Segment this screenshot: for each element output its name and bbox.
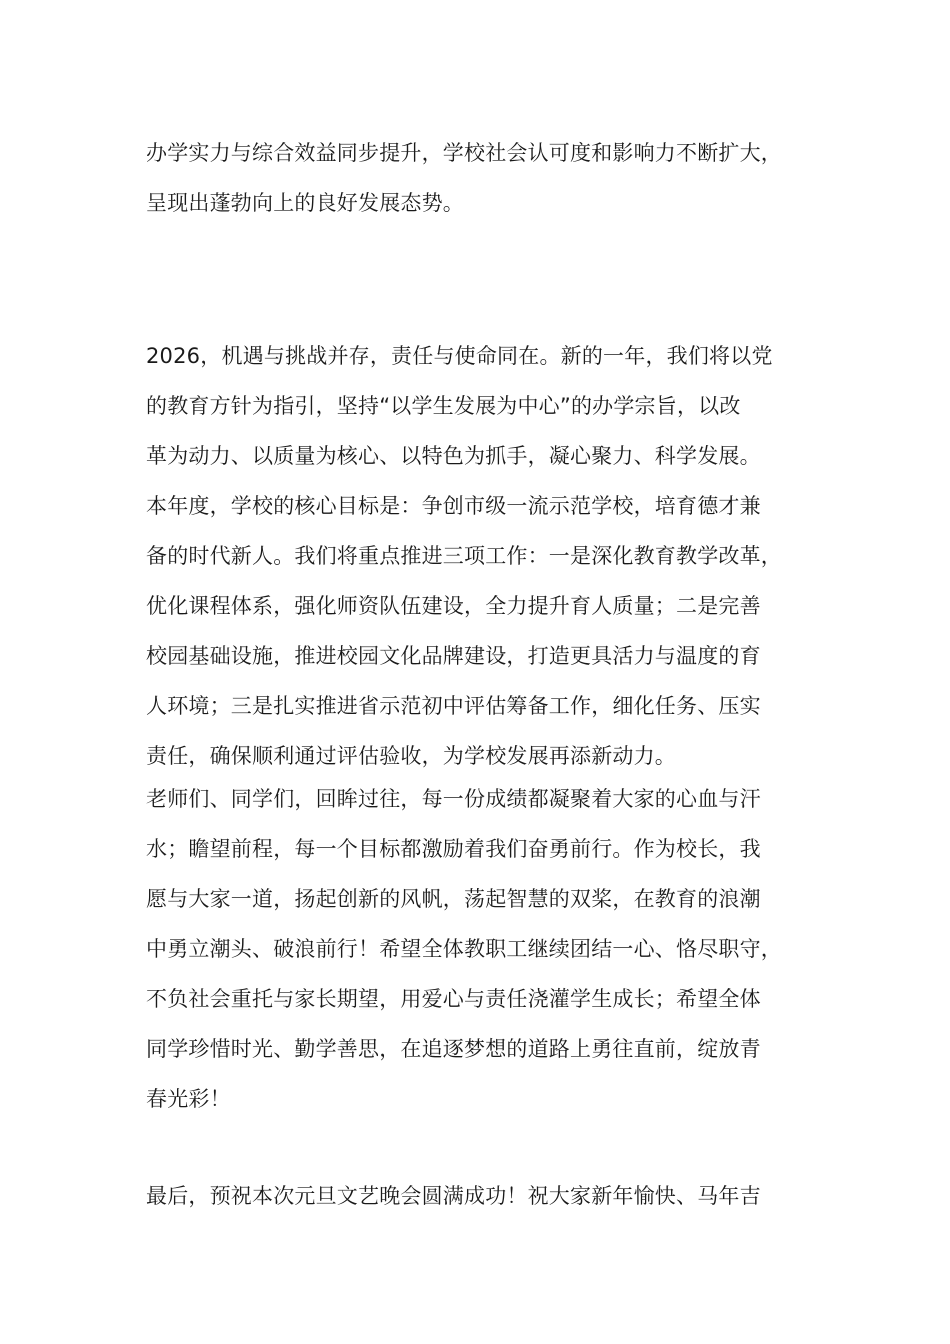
text-line: 不负社会重托与家长期望，用爱心与责任浇灌学生成长；希望全体 [146,987,761,1011]
paragraph-achievements [146,128,836,228]
text-line: 同学珍惜时光、勤学善思，在追逐梦想的道路上勇往直前，绽放青 [146,1037,761,1061]
text-line: 愿与大家一道，扬起创新的风帆，荡起智慧的双桨，在教育的浪潮 [146,887,761,911]
text-line: 水；瞻望前程，每一个目标都激励着我们奋勇前行。作为校长，我 [146,837,761,861]
text-line: 办学实力与综合效益同步提升，学校社会认可度和影响力不断扩大， [146,141,782,165]
text-line: 人环境；三是扎实推进省示范初中评估筹备工作，细化任务、压实 [146,694,761,718]
paragraph-encouragement [146,774,836,1124]
text-line: 备的时代新人。我们将重点推进三项工作：一是深化教育教学改革， [146,544,782,568]
text-line: 2026，机遇与挑战并存，责任与使命同在。新的一年，我们将以党 [146,344,773,368]
text-line: 校园基础设施，推进校园文化品牌建设，打造更具活力与温度的育 [146,644,761,668]
text-line: 中勇立潮头、破浪前行！希望全体教职工继续团结一心、恪尽职守， [146,937,782,961]
text-line: 优化课程体系，强化师资队伍建设，全力提升育人质量；二是完善 [146,594,761,618]
text-line: 责任，确保顺利通过评估验收，为学校发展再添新动力。 [146,744,676,768]
text-line: 的教育方针为指引，坚持“以学生发展为中心”的办学宗旨，以改 [146,394,741,418]
text-line: 本年度，学校的核心目标是：争创市级一流示范学校，培育德才兼 [146,494,761,518]
paragraph-2026-goals [146,331,836,781]
text-line: 革为动力、以质量为核心、以特色为抓手，凝心聚力、科学发展。 [146,444,761,468]
text-line: 老师们、同学们，回眸过往，每一份成绩都凝聚着大家的心血与汗 [146,787,761,811]
text-line: 最后，预祝本次元旦文艺晚会圆满成功！祝大家新年愉快、马年吉 [146,1184,761,1208]
paragraph-closing-wishes [146,1171,836,1221]
text-line: 春光彩！ [146,1087,231,1111]
text-line: 呈现出蓬勃向上的良好发展态势。 [146,191,464,215]
